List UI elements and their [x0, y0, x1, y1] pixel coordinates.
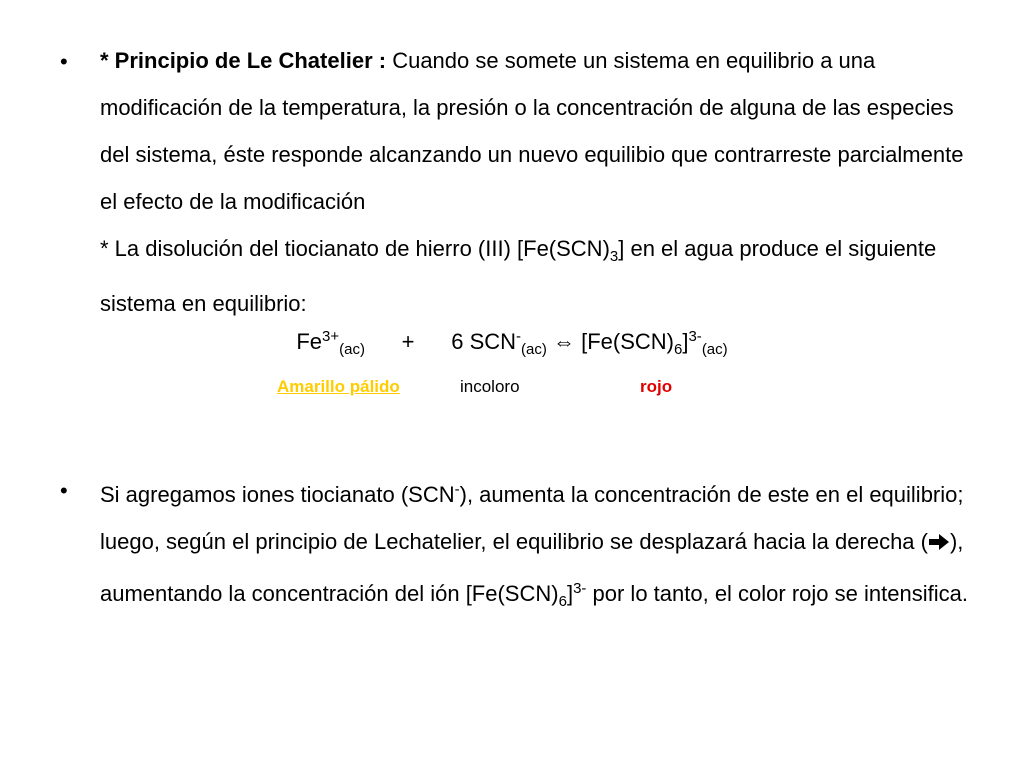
eq-complex-charge: 3- [688, 328, 702, 345]
p2-text-e: por lo tanto, el color rojo se intensifica. [586, 581, 968, 606]
p2-text-b: ), aumenta la concentración de este en el equilibrio; luego, según el principio de Lechatelier, el equilibrio se desplazará hacia la derecha ( [100, 482, 964, 554]
principle-text: Cuando se somete un sistema en equilibrio a una modificación de la temperatura, la presión o la concentración de alguna de las especies del sistema, éste responde alcanzando un nuevo equilibio que contrarreste parcialmente el efecto de la modificación [100, 48, 964, 214]
eq-complex: [Fe(SCN) [581, 329, 674, 354]
equilibrium-equation [0, 328, 1024, 358]
eq-complex-bracket: ] [682, 329, 689, 354]
dissolution-text-b: ] en el agua produce el siguiente sistema en equilibrio: [100, 236, 937, 316]
p2-complex-sub: 6 [558, 593, 567, 610]
p2-complex-charge: 3- [573, 580, 587, 597]
eq-plus: + [401, 329, 415, 354]
eq-scn: 6 SCN [451, 329, 517, 354]
eq-fe-state: (ac) [339, 341, 365, 358]
p2-scn-charge: - [454, 481, 460, 498]
legend-yellow: Amarillo pálido [277, 377, 400, 396]
eq-complex-state: (ac) [701, 341, 728, 358]
legend-colorless: incoloro [460, 377, 520, 396]
legend-red: rojo [640, 377, 673, 396]
bullet-1: • [60, 49, 68, 74]
bullet-2: • [60, 478, 68, 503]
eq-fe: Fe [296, 329, 323, 354]
eq-scn-state: (ac) [521, 341, 547, 358]
dissolution-sub: 3 [609, 248, 619, 265]
p2-text-d: ] [566, 581, 574, 606]
dissolution-text-a: * La disolución del tiocianato de hierro (III) [Fe(SCN) [100, 236, 610, 261]
paragraph-scn-addition [100, 466, 980, 625]
paragraph-le-chatelier [100, 37, 980, 327]
principle-title: * Principio de Le Chatelier : [100, 48, 387, 73]
eq-fe-charge: 3+ [322, 328, 340, 345]
right-arrow-icon [928, 533, 950, 551]
p2-text-c: ), aumentando la concentración del ión [Fe(SCN) [100, 529, 964, 606]
eq-complex-sub: 6 [674, 341, 683, 358]
eq-scn-charge: - [516, 328, 522, 345]
p2-text-a: Si agregamos iones tiocianato (SCN [100, 482, 455, 507]
eq-equilibrium-arrow: ⇔ [552, 329, 575, 354]
